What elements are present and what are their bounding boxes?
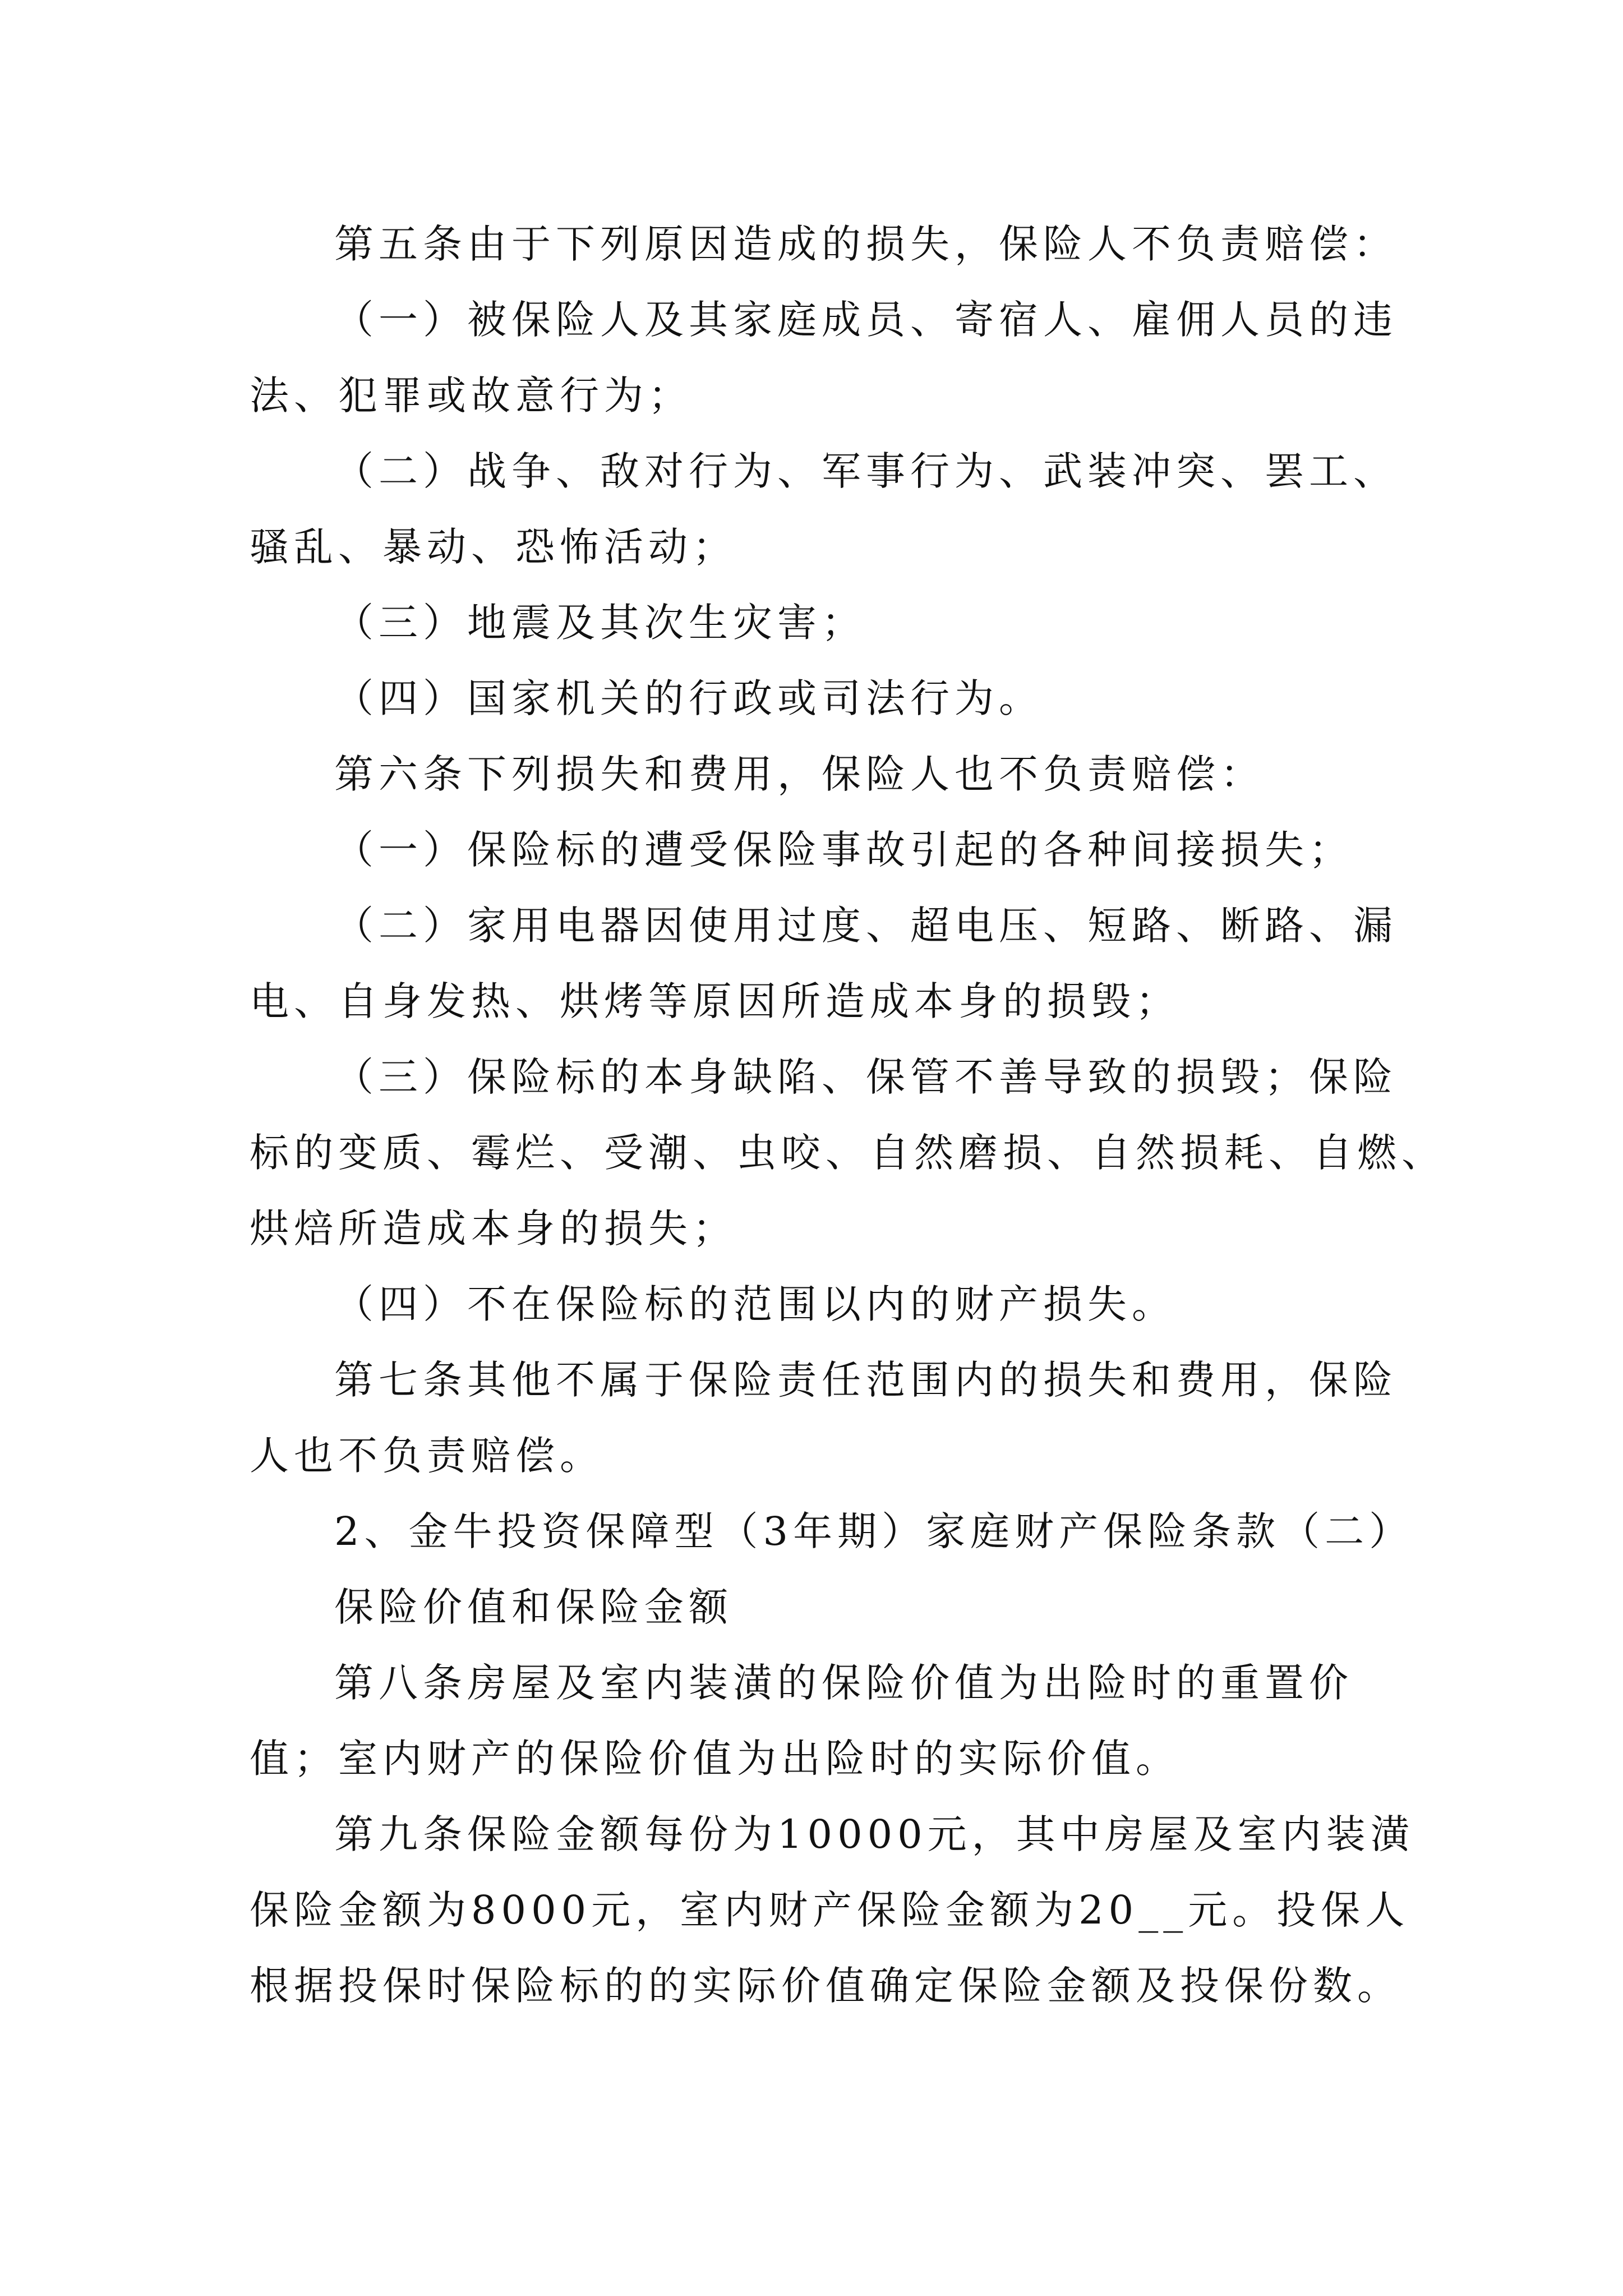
article-6-item-3-line-1: （三）保险标的本身缺陷、保管不善导致的损毁；保险	[334, 1054, 1398, 1100]
article-5-item-1-line-2: 法、犯罪或故意行为；	[250, 372, 693, 418]
article-7-line-1: 第七条其他不属于保险责任范围内的损失和费用，保险	[334, 1357, 1398, 1403]
article-5-item-2-line-1: （二）战争、敌对行为、军事行为、武装冲突、罢工、	[334, 448, 1398, 494]
article-9-line-1: 第九条保险金额每份为10000元，其中房屋及室内装潢	[334, 1811, 1415, 1857]
article-9-line-3: 根据投保时保险标的的实际价值确定保险金额及投保份数。	[250, 1963, 1401, 2009]
section-2-title: 2、金牛投资保障型（3年期）家庭财产保险条款（二）	[334, 1508, 1414, 1554]
article-6-item-2-line-1: （二）家用电器因使用过度、超电压、短路、断路、漏	[334, 903, 1398, 949]
article-9-line-2: 保险金额为8000元，室内财产保险金额为20__元。投保人	[250, 1887, 1410, 1933]
article-8-line-1: 第八条房屋及室内装潢的保险价值为出险时的重置价	[334, 1660, 1353, 1706]
article-6-item-1: （一）保险标的遭受保险事故引起的各种间接损失；	[334, 827, 1353, 873]
article-5-item-4: （四）国家机关的行政或司法行为。	[334, 675, 1043, 721]
article-6-item-4: （四）不在保险标的范围以内的财产损失。	[334, 1281, 1176, 1327]
article-6-item-3-line-2: 标的变质、霉烂、受潮、虫咬、自然磨损、自然损耗、自燃、	[250, 1130, 1446, 1176]
article-5-item-1-line-1: （一）被保险人及其家庭成员、寄宿人、雇佣人员的违	[334, 297, 1398, 343]
section-heading: 保险价值和保险金额	[334, 1584, 733, 1630]
article-6-heading: 第六条下列损失和费用，保险人也不负责赔偿：	[334, 751, 1265, 797]
article-5-heading: 第五条由于下列原因造成的损失，保险人不负责赔偿：	[334, 221, 1398, 267]
article-8-line-2: 值；室内财产的保险价值为出险时的实际价值。	[250, 1736, 1180, 1782]
article-7-line-2: 人也不负责赔偿。	[250, 1433, 604, 1479]
article-6-item-3-line-3: 烘焙所造成本身的损失；	[250, 1205, 737, 1251]
article-5-item-3: （三）地震及其次生灾害；	[334, 600, 866, 646]
article-6-item-2-line-2: 电、自身发热、烘烤等原因所造成本身的损毁；	[250, 978, 1180, 1024]
article-5-item-2-line-2: 骚乱、暴动、恐怖活动；	[250, 524, 737, 570]
